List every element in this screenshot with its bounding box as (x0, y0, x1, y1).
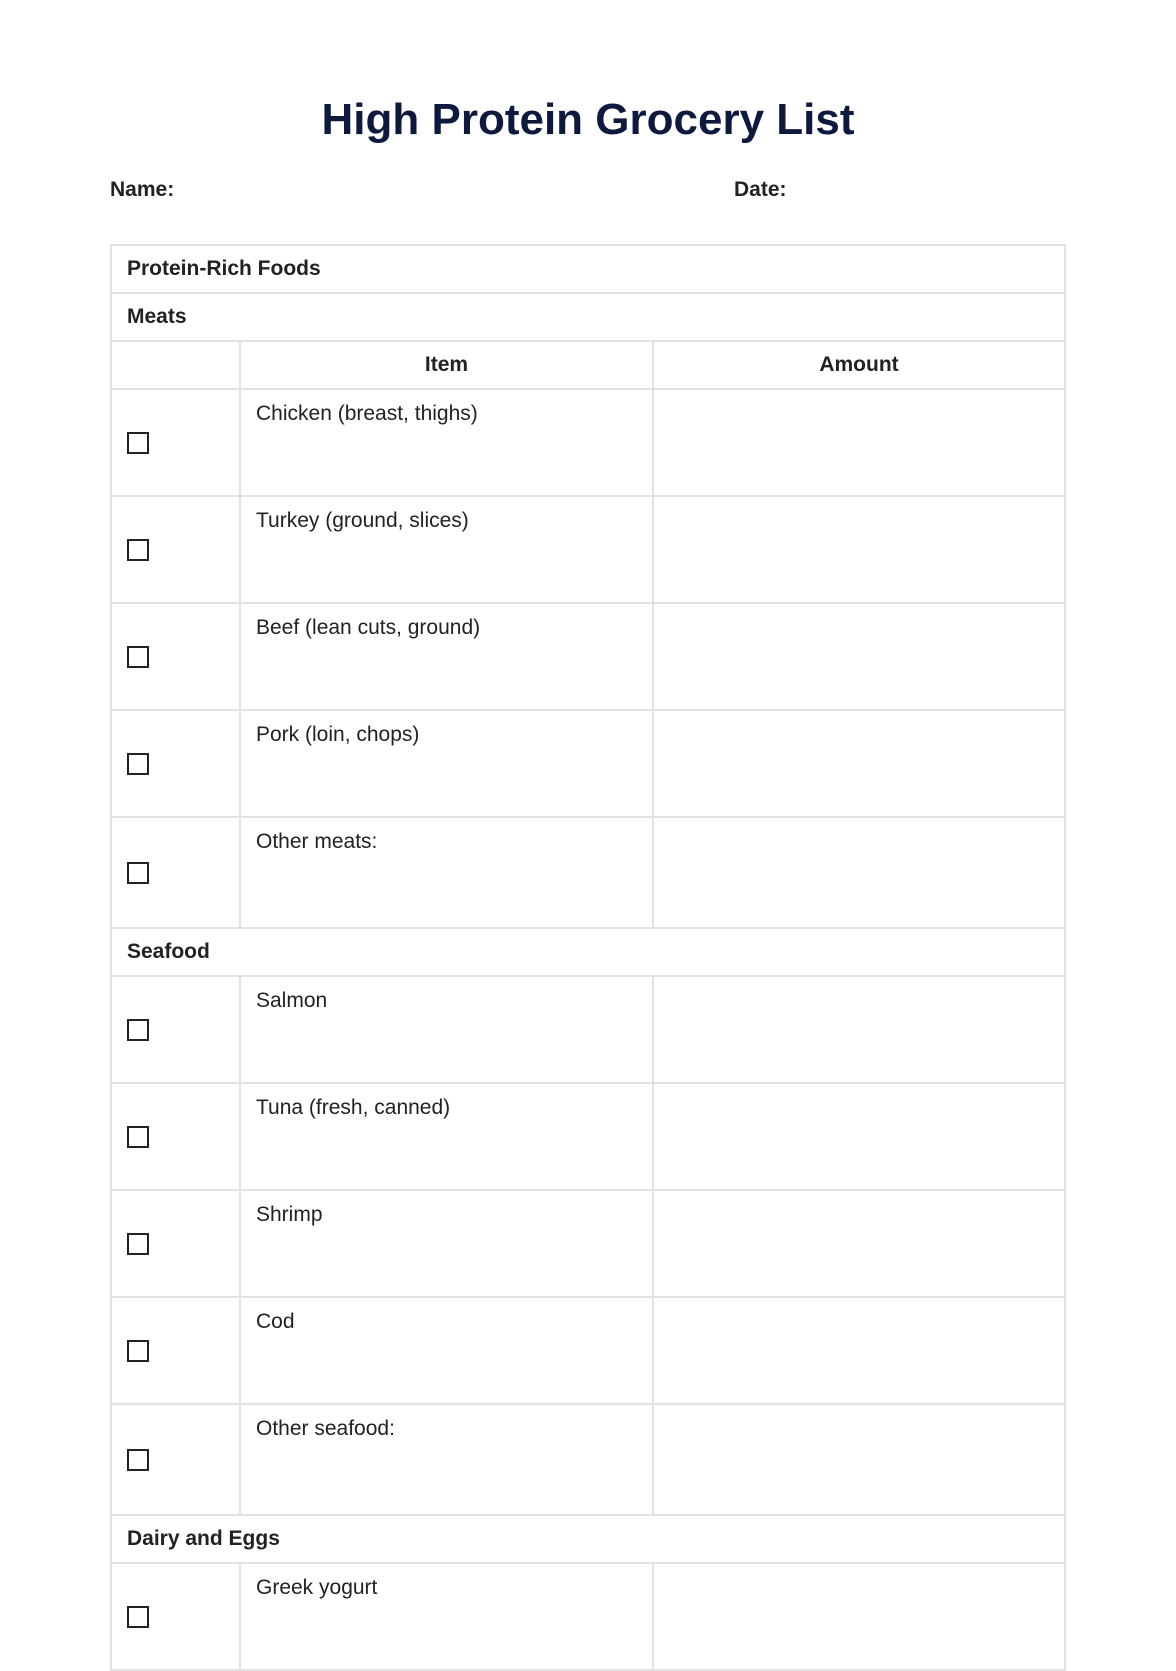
item-name: Salmon (240, 976, 653, 1083)
checkbox[interactable] (127, 646, 149, 668)
amount-cell[interactable] (653, 1190, 1065, 1297)
date-label: Date: (734, 178, 787, 201)
checkbox[interactable] (127, 1126, 149, 1148)
item-name: Tuna (fresh, canned) (240, 1083, 653, 1190)
checkbox[interactable] (127, 1449, 149, 1471)
table-row (111, 710, 1065, 817)
amount-cell[interactable] (653, 1297, 1065, 1404)
item-name: Cod (240, 1297, 653, 1404)
amount-cell[interactable] (653, 710, 1065, 817)
table-row (111, 817, 1065, 928)
item-name: Pork (loin, chops) (240, 710, 653, 817)
item-name: Greek yogurt (240, 1563, 653, 1670)
section-heading: Seafood (111, 928, 1065, 976)
amount-cell[interactable] (653, 1563, 1065, 1670)
table-row (111, 389, 1065, 496)
checkbox[interactable] (127, 753, 149, 775)
checkbox[interactable] (127, 432, 149, 454)
checkbox[interactable] (127, 1019, 149, 1041)
table-row (111, 496, 1065, 603)
item-header: Item (240, 341, 653, 389)
section-heading: Meats (111, 293, 1065, 341)
table-row (111, 1297, 1065, 1404)
grocery-table (110, 244, 1066, 1671)
amount-header: Amount (653, 341, 1065, 389)
checkbox[interactable] (127, 1233, 149, 1255)
page-title: High Protein Grocery List (321, 95, 855, 144)
amount-cell[interactable] (653, 976, 1065, 1083)
table-row (111, 1083, 1065, 1190)
item-name: Beef (lean cuts, ground) (240, 603, 653, 710)
checkbox[interactable] (127, 1606, 149, 1628)
checkbox-header (111, 341, 240, 389)
table-title: Protein-Rich Foods (111, 245, 1065, 293)
amount-cell[interactable] (653, 603, 1065, 710)
table-row (111, 1563, 1065, 1670)
table-row (111, 1404, 1065, 1515)
amount-cell[interactable] (653, 496, 1065, 603)
table-row (111, 1190, 1065, 1297)
section-heading: Dairy and Eggs (111, 1515, 1065, 1563)
checkbox[interactable] (127, 862, 149, 884)
name-label: Name: (110, 178, 175, 201)
amount-cell[interactable] (653, 1404, 1065, 1515)
item-name: Other seafood: (240, 1404, 653, 1515)
item-name: Turkey (ground, slices) (240, 496, 653, 603)
amount-cell[interactable] (653, 1083, 1065, 1190)
item-name: Shrimp (240, 1190, 653, 1297)
item-name: Other meats: (240, 817, 653, 928)
amount-cell[interactable] (653, 389, 1065, 496)
amount-cell[interactable] (653, 817, 1065, 928)
checkbox[interactable] (127, 1340, 149, 1362)
table-row (111, 976, 1065, 1083)
checkbox[interactable] (127, 539, 149, 561)
item-name: Chicken (breast, thighs) (240, 389, 653, 496)
table-row (111, 603, 1065, 710)
